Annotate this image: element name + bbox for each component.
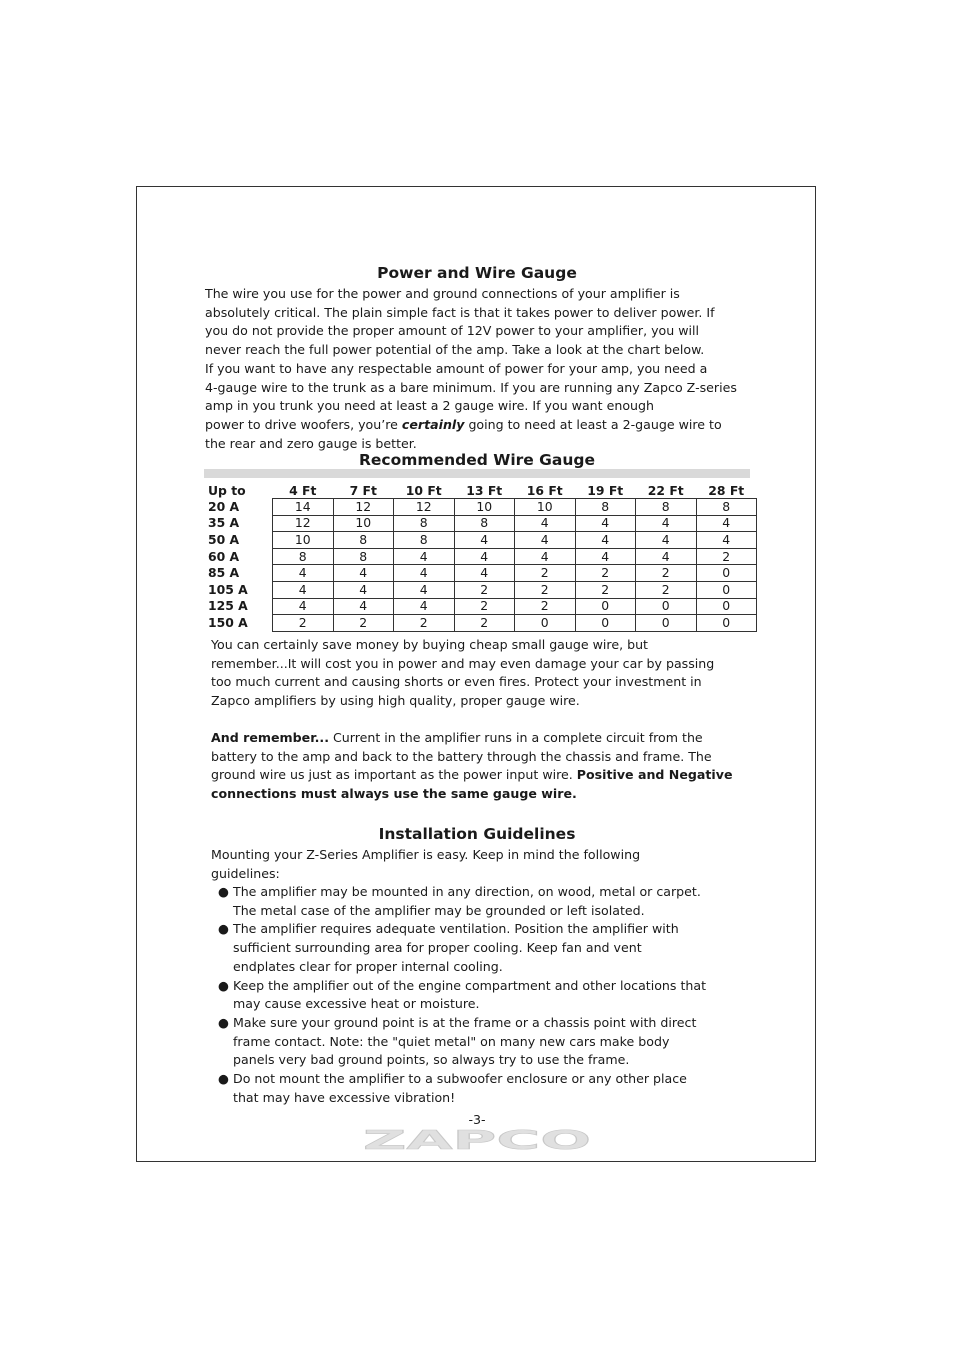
gauge-cell: 8 <box>394 515 455 532</box>
gauge-cell: 4 <box>575 515 636 532</box>
table-row <box>204 532 757 549</box>
savings-paragraph <box>211 636 751 711</box>
guideline-item <box>216 977 736 1014</box>
gauge-cell: 0 <box>575 615 636 632</box>
gauge-cell: 0 <box>636 598 697 615</box>
gauge-cell: 4 <box>515 515 576 532</box>
bullet-icon: ● <box>218 1014 229 1030</box>
gauge-cell: 2 <box>333 615 394 632</box>
table-row <box>204 548 757 565</box>
power-line: amp in you trunk you need at least a 2 gauge wire. If you want enough <box>205 398 654 414</box>
gauge-cell: 4 <box>333 598 394 615</box>
bullet-icon: ● <box>218 921 229 937</box>
table-body <box>204 499 757 632</box>
gauge-cell: 4 <box>454 532 515 549</box>
gauge-cell: 10 <box>273 532 334 549</box>
remember-lead: And remember... <box>211 730 329 745</box>
remember-line <box>211 766 756 785</box>
row-amp-label: 50 A <box>208 531 240 547</box>
gauge-cell: 2 <box>454 598 515 615</box>
row-amp-label: 150 A <box>208 614 248 630</box>
recommended-heading: Recommended Wire Gauge <box>358 451 596 469</box>
gauge-cell: 2 <box>636 581 697 598</box>
guidelines-list <box>216 883 736 1107</box>
column-header: 7 Ft <box>349 483 377 498</box>
row-amp-label: 85 A <box>208 565 240 581</box>
gauge-cell: 8 <box>454 515 515 532</box>
table-row <box>204 615 757 632</box>
gauge-cell: 4 <box>636 548 697 565</box>
gauge-cell: 2 <box>515 598 576 615</box>
remember-bold: connections must always use the same gauge wire. <box>211 786 577 802</box>
wire-gauge-table <box>204 483 757 632</box>
gauge-cell: 2 <box>636 565 697 582</box>
row-amp-label: 60 A <box>208 548 240 564</box>
power-line: The wire you use for the power and ground connections of your amplifier is <box>205 286 680 301</box>
gauge-cell: 0 <box>696 615 757 632</box>
guideline-line: endplates clear for proper internal cooling. <box>233 958 503 974</box>
power-line: you do not provide the proper amount of 12V power to your amplifier, you will <box>205 323 700 339</box>
guideline-line: The amplifier may be mounted in any direction, on wood, metal or carpet. <box>233 884 701 899</box>
gauge-cell: 0 <box>575 598 636 615</box>
gauge-cell: 12 <box>273 515 334 532</box>
gauge-cell: 10 <box>454 499 515 516</box>
power-line <box>205 416 765 435</box>
gauge-cell: 4 <box>575 548 636 565</box>
gauge-cell: 4 <box>273 581 334 598</box>
emphasis-certainly: certainly <box>401 416 465 432</box>
guideline-item <box>216 883 736 920</box>
power-line: never reach the full power potential of the amp. Take a look at the chart below. <box>205 342 705 358</box>
gauge-cell: 4 <box>575 532 636 549</box>
row-amp-label: 105 A <box>208 581 248 597</box>
guideline-item <box>216 920 736 976</box>
column-header: 16 Ft <box>526 483 563 498</box>
gauge-cell: 2 <box>394 615 455 632</box>
gauge-cell: 10 <box>515 499 576 516</box>
guideline-line: that may have excessive vibration! <box>233 1089 456 1105</box>
remember-text: Current in the amplifier runs in a complete circuit from the <box>328 730 703 745</box>
remember-text: ground wire us just as important as the power input wire. <box>211 767 577 783</box>
column-header: 28 Ft <box>708 483 745 498</box>
gauge-cell: 8 <box>273 548 334 565</box>
gauge-cell: 4 <box>394 581 455 598</box>
column-header: 13 Ft <box>466 483 503 498</box>
gauge-cell: 0 <box>696 565 757 582</box>
column-header: 19 Ft <box>587 483 624 498</box>
gauge-cell: 4 <box>394 565 455 582</box>
bullet-icon: ● <box>218 977 229 993</box>
gauge-cell: 0 <box>696 598 757 615</box>
zapco-logo-text: ZAPCO <box>363 1128 591 1152</box>
gauge-cell: 2 <box>273 615 334 632</box>
gauge-cell: 4 <box>394 598 455 615</box>
savings-line: too much current and causing shorts or even fires. Protect your investment in <box>211 674 702 690</box>
gauge-cell: 14 <box>273 499 334 516</box>
bullet-icon: ● <box>218 884 229 899</box>
savings-line: remember...It will cost you in power and may even damage your car by passing <box>211 655 715 671</box>
gauge-cell: 2 <box>454 615 515 632</box>
remember-line: battery to the amp and back to the battery through the chassis and frame. The <box>211 748 712 764</box>
table-row <box>204 598 757 615</box>
power-line-text: going to need at least a 2-gauge wire to <box>464 416 722 432</box>
guideline-line: may cause excessive heat or moisture. <box>233 996 480 1012</box>
gauge-cell: 4 <box>696 515 757 532</box>
guideline-item <box>216 1014 736 1070</box>
power-line: absolutely critical. The plain simple fact is that it takes power to deliver power. If <box>205 304 715 320</box>
gauge-cell: 4 <box>515 532 576 549</box>
remember-line <box>211 729 756 748</box>
bullet-icon: ● <box>218 1071 229 1087</box>
power-line: the rear and zero gauge is better. <box>205 435 417 451</box>
gauge-cell: 8 <box>333 532 394 549</box>
section-divider <box>204 469 750 478</box>
gauge-cell: 12 <box>394 499 455 516</box>
table-row <box>204 499 757 516</box>
gauge-cell: 4 <box>636 515 697 532</box>
guideline-line: Keep the amplifier out of the engine compartment and other locations that <box>233 977 707 993</box>
guideline-line: Do not mount the amplifier to a subwoofer enclosure or any other place <box>233 1071 687 1087</box>
table-row <box>204 581 757 598</box>
gauge-cell: 4 <box>696 532 757 549</box>
install-heading: Installation Guidelines <box>378 825 576 843</box>
gauge-cell: 8 <box>636 499 697 516</box>
gauge-cell: 4 <box>333 565 394 582</box>
gauge-cell: 0 <box>696 581 757 598</box>
gauge-cell: 8 <box>333 548 394 565</box>
power-line-text: power to drive woofers, you’re <box>205 416 402 432</box>
savings-line: You can certainly save money by buying cheap small gauge wire, but <box>211 637 648 652</box>
row-amp-label: 125 A <box>208 598 248 614</box>
gauge-cell: 2 <box>575 581 636 598</box>
corner-label: Up to <box>208 483 246 499</box>
gauge-cell: 4 <box>333 581 394 598</box>
gauge-cell: 4 <box>515 548 576 565</box>
power-line: If you want to have any respectable amount of power for your amp, you need a <box>205 360 708 376</box>
power-heading: Power and Wire Gauge <box>377 264 577 282</box>
power-paragraph <box>205 285 765 453</box>
table-header-row <box>204 483 757 499</box>
gauge-cell: 8 <box>696 499 757 516</box>
install-intro <box>211 846 751 883</box>
zapco-logo <box>362 1128 592 1152</box>
guideline-line: panels very bad ground points, so always try to use the frame. <box>233 1052 630 1068</box>
guideline-line: The metal case of the amplifier may be grounded or left isolated. <box>233 902 645 918</box>
gauge-cell: 2 <box>515 581 576 598</box>
table-row <box>204 565 757 582</box>
gauge-cell: 8 <box>394 532 455 549</box>
gauge-cell: 2 <box>454 581 515 598</box>
guideline-line: frame contact. Note: the "quiet metal" on many new cars make body <box>233 1033 670 1049</box>
column-header: 10 Ft <box>405 483 442 498</box>
guideline-item <box>216 1070 736 1107</box>
row-amp-label: 35 A <box>208 515 240 531</box>
gauge-cell: 0 <box>636 615 697 632</box>
install-intro-line: Mounting your Z-Series Amplifier is easy. Keep in mind the following <box>211 847 641 862</box>
gauge-cell: 2 <box>515 565 576 582</box>
gauge-cell: 4 <box>454 548 515 565</box>
guideline-line: sufficient surrounding area for proper cooling. Keep fan and vent <box>233 940 642 956</box>
power-line: 4-gauge wire to the trunk as a bare minimum. If you are running any Zapco Z-series <box>205 379 737 395</box>
install-intro-line: guidelines: <box>211 865 280 881</box>
gauge-cell: 4 <box>636 532 697 549</box>
gauge-cell: 4 <box>394 548 455 565</box>
gauge-cell: 2 <box>575 565 636 582</box>
page-number: -3- <box>468 1112 486 1127</box>
gauge-cell: 4 <box>273 565 334 582</box>
guideline-line: Make sure your ground point is at the frame or a chassis point with direct <box>233 1014 697 1030</box>
gauge-cell: 8 <box>575 499 636 516</box>
remember-paragraph <box>211 729 756 804</box>
remember-line <box>211 785 756 804</box>
column-header: 4 Ft <box>289 483 317 498</box>
gauge-cell: 4 <box>454 565 515 582</box>
remember-bold: Positive and Negative <box>576 767 733 783</box>
gauge-cell: 0 <box>515 615 576 632</box>
table-row <box>204 515 757 532</box>
column-header: 22 Ft <box>647 483 684 498</box>
guideline-line: The amplifier requires adequate ventilation. Position the amplifier with <box>233 921 679 937</box>
savings-line: Zapco amplifiers by using high quality, proper gauge wire. <box>211 693 580 709</box>
row-amp-label: 20 A <box>208 498 240 514</box>
gauge-cell: 12 <box>333 499 394 516</box>
gauge-cell: 10 <box>333 515 394 532</box>
gauge-cell: 4 <box>273 598 334 615</box>
gauge-cell: 2 <box>696 548 757 565</box>
